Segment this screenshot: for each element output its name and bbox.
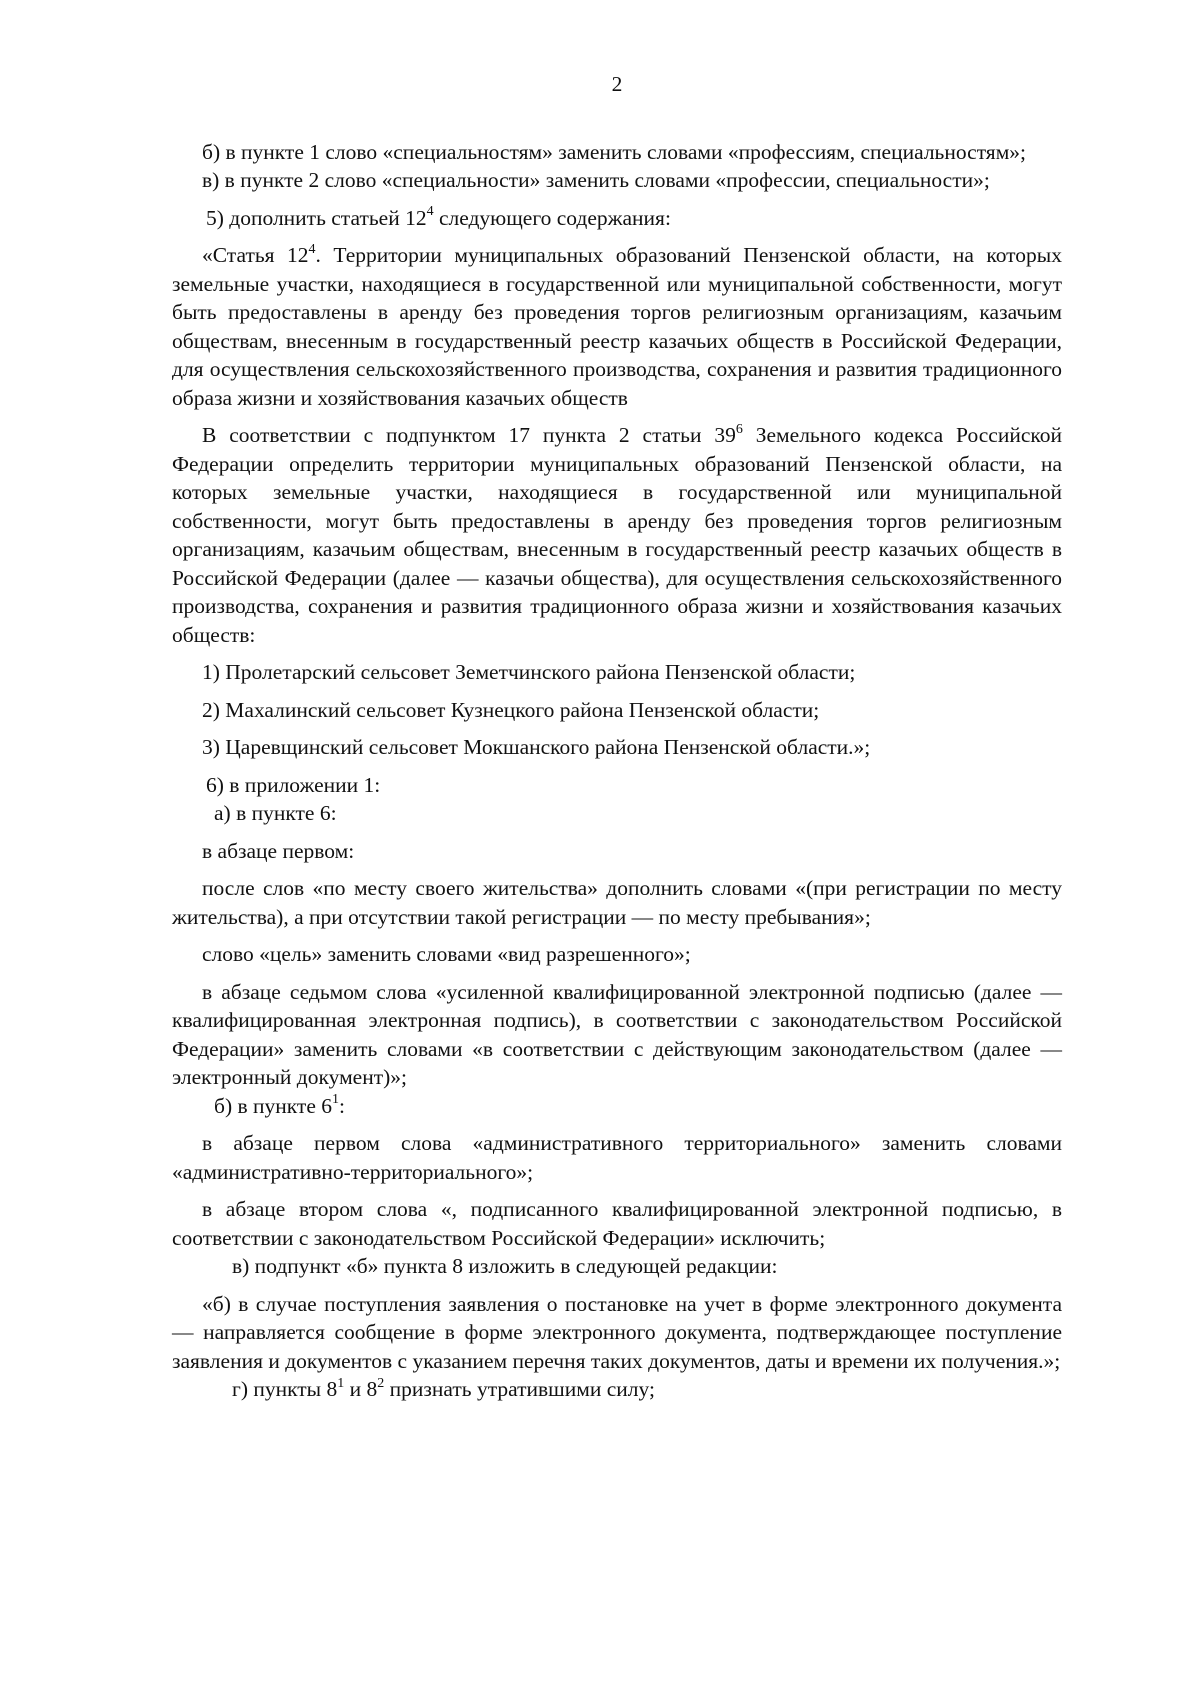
paragraph-item-g: г) пункты $8^1$ и $8^2$ признать утратившими силу; (232, 1375, 655, 1401)
paragraph-item-b-punkt-6-1: б) в пункте $6^1$: (214, 1092, 345, 1118)
paragraph-item-a-punkt-6: а) в пункте 6: (214, 801, 337, 825)
paragraph-second-abzats: в абзаце втором слова «, подписанного квалифицированной электронной подписью, в соответствии с законодательством Российской Федерации» исключить; (172, 1197, 1062, 1250)
paragraph-seventh-abzats: в абзаце седьмом слова «усиленной квалифицированной электронной подписью (далее — квалифицированная электронная подпись), в соответствии с законодательством Российской Федерации» заменить словами «в соответствии с действующим законодательством (далее — электронный документ)»; (172, 979, 1062, 1089)
paragraph-item-6: 6) в приложении 1: (206, 772, 381, 797)
list-item-2: 2) Махалинский сельсовет Кузнецкого района Пензенской области; (202, 697, 820, 722)
paragraph-item-b-punkt-1: б) в пункте 1 слово «специальностям» заменить словами «профессиям, специальностям»; (202, 139, 1027, 164)
paragraph-article-12-4: «Статья $12^4$. Территории муниципальных образований Пензенской области, на которых земельные участки, находящиеся в государственной или муниципальной собственности, могут быть предоставлены в аренду без проведения торгов религиозным организациям, казачьим обществам, внесенным в государственный реестр казачьих обществ в Российской Федерации, для осуществления сельскохозяйственного производства, сохранения и развития традиционного образа жизни и хозяйствования казачьих обществ (172, 241, 1062, 410)
paragraph-item-v-punkt-8: в) подпункт «б» пункта 8 изложить в следующей редакции: (232, 1254, 778, 1278)
paragraph-in-accordance: В соответствии с подпунктом 17 пункта 2 статьи $39^6$ Земельного кодекса Российской Федерации определить территории муниципальных образований Пензенской области, на которых земельные участки, находящиеся в государственной или муниципальной собственности, могут быть предоставлены в аренду без проведения торгов религиозным организациям, казачьим обществам, внесенным в государственный реестр казачьих обществ в Российской Федерации (далее — казачьи общества), для осуществления сельскохозяйственного производства, сохранения и развития традиционного образа жизни и хозяйствования казачьих обществ: (172, 421, 1062, 647)
page-number: 2 (611, 72, 623, 96)
list-item-1: 1) Пролетарский сельсовет Земетчинского района Пензенской области; (202, 660, 856, 684)
paragraph-word-goal: слово «цель» заменить словами «вид разрешенного»; (202, 942, 691, 966)
paragraph-item-b-quote: «б) в случае поступления заявления о постановке на учет в форме электронного документа — направляется сообщение в форме электронного документа, подтверждающее поступление заявления и документов с указанием перечня таких документов, даты и времени их получения.»; (172, 1291, 1062, 1373)
paragraph-first-abzats: в абзаце первом: (202, 838, 355, 863)
list-item-3: 3) Царевщинский сельсовет Мокшанского района Пензенской области.»; (202, 735, 871, 759)
paragraph-item-5: 5) дополнить статьей $12^4$ следующего содержания: (206, 204, 671, 230)
paragraph-item-v-punkt-2: в) в пункте 2 слово «специальности» заменить словами «профессии, специальности»; (202, 168, 990, 192)
paragraph-first-abzats-words: в абзаце первом слова «административного территориального» заменить словами «административно-территориального»; (172, 1131, 1062, 1184)
paragraph-after-words: после слов «по месту своего жительства» дополнить словами «(при регистрации по месту жительства), а при отсутствии такой регистрации — по месту пребывания»; (172, 876, 1062, 929)
